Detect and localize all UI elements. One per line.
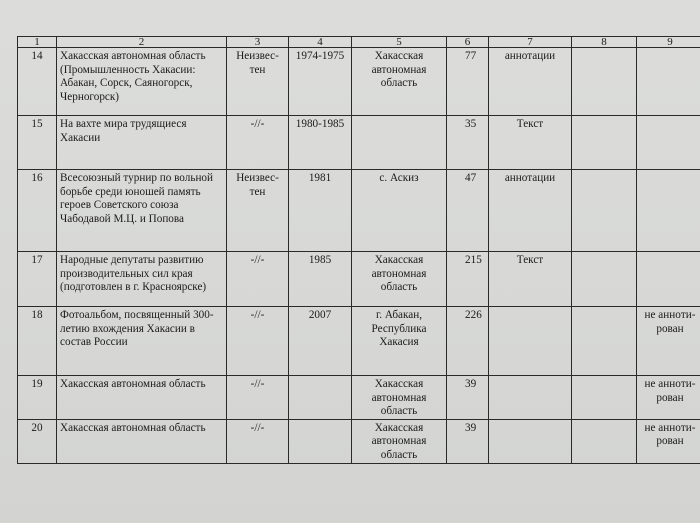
header-cell: 5 [352, 37, 447, 48]
row-note: не аннoти-рован [637, 376, 700, 420]
row-place: Хакасская автономная область [352, 252, 447, 307]
header-cell: 3 [227, 37, 289, 48]
row-doc-type [489, 307, 572, 376]
row-author: -//- [227, 376, 289, 420]
row-title: Хакасская автономная область [57, 419, 227, 463]
row-doc-type [489, 419, 572, 463]
row-count: 226 [447, 307, 489, 376]
row-number: 20 [18, 419, 57, 463]
row-years: 1974-1975 [289, 48, 352, 116]
row-doc-type [489, 376, 572, 420]
row-author: -//- [227, 252, 289, 307]
row-title: Хакасская автономная область [57, 376, 227, 420]
row-place: г. Абакан, Республика Хакасия [352, 307, 447, 376]
row-title: На вахте мира трудящиеся Хакасии [57, 116, 227, 170]
row-note [637, 48, 700, 116]
table-row [18, 307, 700, 376]
table-row [18, 252, 700, 307]
row-author: -//- [227, 307, 289, 376]
header-cell: 8 [572, 37, 637, 48]
table-row [18, 419, 700, 463]
row-count: 47 [447, 170, 489, 252]
row-number: 15 [18, 116, 57, 170]
row-number: 18 [18, 307, 57, 376]
row-note: не аннoти-рован [637, 307, 700, 376]
row-col8 [572, 116, 637, 170]
row-number: 19 [18, 376, 57, 420]
row-title: Хакасская автономная область (Промышленность Хакасии: Абакан, Сорск, Саяногорск, Черногорск) [57, 48, 227, 116]
row-title: Фотоальбом, посвященный 300-летию вхождения Хакасии в состав России [57, 307, 227, 376]
row-col8 [572, 252, 637, 307]
row-count: 39 [447, 376, 489, 420]
row-years [289, 376, 352, 420]
row-col8 [572, 307, 637, 376]
header-cell: 2 [57, 37, 227, 48]
row-note [637, 170, 700, 252]
row-col8 [572, 419, 637, 463]
row-count: 39 [447, 419, 489, 463]
row-col8 [572, 48, 637, 116]
table-row [18, 376, 700, 420]
row-col8 [572, 170, 637, 252]
row-place: с. Аскиз [352, 170, 447, 252]
table-header-row [18, 37, 700, 48]
header-cell: 6 [447, 37, 489, 48]
row-doc-type: аннотации [489, 170, 572, 252]
row-doc-type: аннотации [489, 48, 572, 116]
row-title: Всесоюзный турнир по вольной борьбе среди юношей память героев Советского союза Чабодавой М.Ц. и Попова [57, 170, 227, 252]
row-doc-type: Текст [489, 252, 572, 307]
row-count: 35 [447, 116, 489, 170]
header-cell: 9 [637, 37, 700, 48]
header-cell: 4 [289, 37, 352, 48]
row-doc-type: Текст [489, 116, 572, 170]
row-count: 215 [447, 252, 489, 307]
row-number: 17 [18, 252, 57, 307]
row-note [637, 252, 700, 307]
table-row [18, 48, 700, 116]
row-author: -//- [227, 419, 289, 463]
header-cell: 1 [18, 37, 57, 48]
row-years: 1980-1985 [289, 116, 352, 170]
row-author: Неизвес-тен [227, 170, 289, 252]
row-years [289, 419, 352, 463]
row-place: Хакасская автономная область [352, 419, 447, 463]
row-note [637, 116, 700, 170]
table-row [18, 170, 700, 252]
row-place: Хакасская автономная область [352, 48, 447, 116]
table-row [18, 116, 700, 170]
row-title: Народные депутаты развитию производительных сил края (подготовлен в г. Красноярске) [57, 252, 227, 307]
row-note: не аннoти-рован [637, 419, 700, 463]
row-author: -//- [227, 116, 289, 170]
catalog-table [17, 36, 700, 464]
row-col8 [572, 376, 637, 420]
row-author: Неизвес-тен [227, 48, 289, 116]
row-number: 14 [18, 48, 57, 116]
header-cell: 7 [489, 37, 572, 48]
row-place [352, 116, 447, 170]
row-years: 1981 [289, 170, 352, 252]
row-number: 16 [18, 170, 57, 252]
row-place: Хакасская автономная область [352, 376, 447, 420]
row-count: 77 [447, 48, 489, 116]
row-years: 1985 [289, 252, 352, 307]
row-years: 2007 [289, 307, 352, 376]
